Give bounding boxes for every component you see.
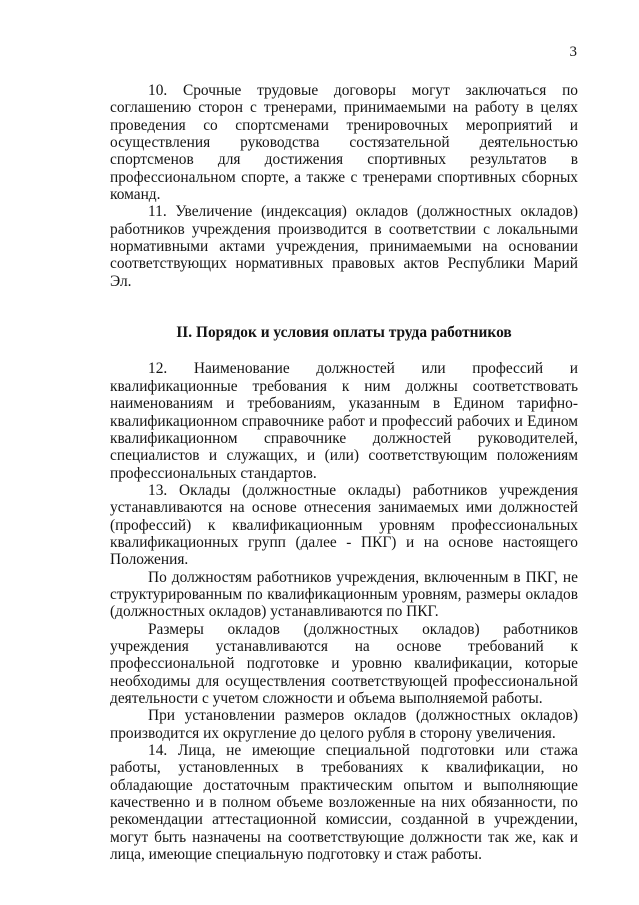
section-heading: II. Порядок и условия оплаты труда работников bbox=[176, 324, 512, 342]
paragraph-13-rounding: При установлении размеров окладов (должностных окладов) производится их округление до целого рубля в сторону увеличения. bbox=[110, 707, 578, 742]
page-number: 3 bbox=[569, 44, 577, 60]
paragraph-13-pkg: По должностям работников учреждения, включенным в ПКГ, не структурированным по квалификационным уровням, размеры окладов (должностных окладов) устанавливаются по ПКГ. bbox=[110, 568, 578, 621]
paragraph-11: 11. Увеличение (индексация) окладов (должностных окладов) работников учреждения производится в соответствии с локальными нормативными актами учреждения, принимаемыми на основании соответствующих нормативных правовых актов Республики Марий Эл. bbox=[110, 203, 578, 290]
paragraph-10: 10. Срочные трудовые договоры могут заключаться по соглашению сторон с тренерами, принимаемыми на работу в целях проведения со спортсменами тренировочных мероприятий и осуществления руководства состязательной деятельностью спортсменов для достижения спортивных результатов в профессиональном спорте, а также с тренерами спортивных сборных команд. bbox=[110, 82, 578, 204]
paragraph-13-sizes: Размеры окладов (должностных окладов) работников учреждения устанавливаются на основе требований к профессиональной подготовке и уровню квалификации, которые необходимы для осуществления соответствующей профессиональной деятельности с учетом сложности и объема выполняемой работы. bbox=[110, 620, 578, 707]
paragraph-14: 14. Лица, не имеющие специальной подготовки или стажа работы, установленных в требованиях к квалификации, но обладающие достаточным практическим опытом и выполняющие качественно и в полном объеме возложенные на них обязанности, по рекомендации аттестационной комиссии, созданной в учреждении, могут быть назначены на соответствующие должности так же, как и лица, имеющие специальную подготовку и стаж работы. bbox=[110, 742, 578, 864]
document-body bbox=[110, 82, 578, 863]
paragraph-12: 12. Наименование должностей или профессий и квалификационные требования к ним должны соответствовать наименованиям и требованиям, указанным в Едином тарифно-квалификационном справочнике работ и профессий рабочих и Едином квалификационном справочнике должностей руководителей, специалистов и служащих, и (или) соответствующим положениям профессиональных стандартов. bbox=[110, 360, 578, 482]
paragraph-13: 13. Оклады (должностные оклады) работников учреждения устанавливаются на основе отнесения занимаемых ими должностей (профессий) к квалификационным уровням профессиональных квалификационных групп (далее - ПКГ) и на основе настоящего Положения. bbox=[110, 481, 578, 569]
